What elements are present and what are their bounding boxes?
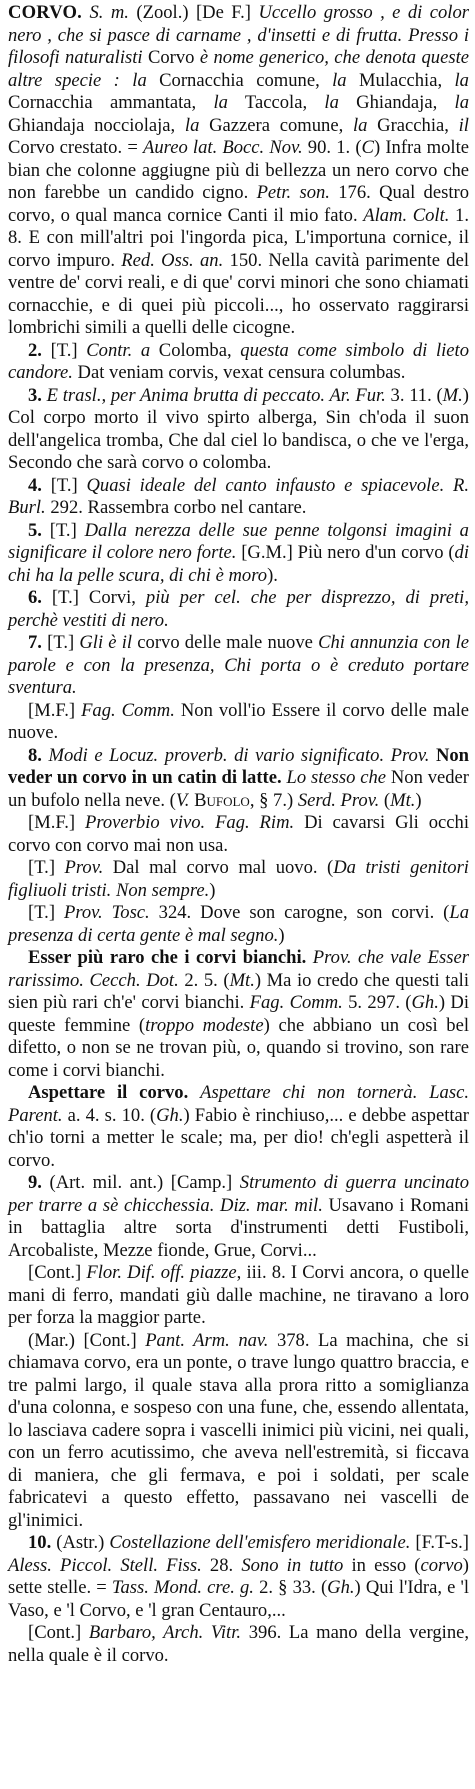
italic-text: la — [213, 92, 228, 113]
text-run: [G.M.] Più nero d'un corvo ( — [236, 542, 455, 563]
italic-text: Petr. son. — [256, 182, 330, 203]
text-run: Dat veniam corvis, vexat censura columbas. — [72, 362, 406, 383]
italic-text: Gli è il — [79, 632, 133, 653]
italic-text: corvo — [420, 1554, 463, 1576]
text-run: , § 7.) — [249, 789, 298, 811]
entry-paragraph — [8, 1262, 469, 1330]
bold-text: Non veder un corvo in un catin di latte. — [8, 744, 470, 788]
entry-paragraph — [8, 1172, 469, 1262]
entry-paragraph — [8, 700, 469, 745]
italic-text: Aureo lat. Bocc. Nov. — [143, 137, 303, 158]
text-run: 292. Rassembra corbo nel cantare. — [45, 497, 307, 518]
text-run: in esso ( — [343, 1554, 421, 1576]
text-run: [M.F.] — [28, 699, 82, 721]
text-run: (Art. mil. ant.) [Camp.] — [41, 1172, 240, 1193]
italic-text: Contr. a — [86, 339, 151, 361]
italic-text: Fag. Comm. — [249, 992, 343, 1013]
entry-paragraph — [8, 632, 469, 700]
text-run: Non voll'io Essere il corvo delle male nuove. — [8, 699, 470, 743]
bold-text: Esser più raro che i corvi bianchi. — [28, 947, 307, 968]
text-run: (Zool.) [De F.] — [128, 2, 259, 23]
text-run: Corvo — [142, 47, 200, 68]
text-run: 2. § 33. ( — [253, 1577, 328, 1598]
text-run: ) che abbiano un così bel difetto, o non se ne trovan più, o, quando si trovino, son rare come i corvi bianchi. — [8, 1014, 470, 1081]
italic-text: Sono in tutto — [241, 1554, 344, 1576]
italic-text: Prov. Tosc. — [63, 902, 150, 923]
bold-text: 6. — [28, 587, 42, 608]
text-run: 3. 11. ( — [385, 384, 443, 406]
text-run: ). — [267, 564, 278, 586]
italic-text: Lo stesso che — [286, 767, 387, 788]
italic-text: troppo modeste — [145, 1014, 264, 1036]
italic-text: Alam. Colt. — [363, 204, 450, 226]
entry-paragraph — [8, 385, 469, 475]
italic-text: di chi ha la pelle scura, di chi è moro — [8, 542, 469, 586]
italic-text: questa come simbolo di lieto candore. — [8, 339, 469, 383]
text-run: (Mar.) [Cont.] — [28, 1329, 146, 1351]
text-run: 5. 297. ( — [342, 992, 412, 1013]
italic-text: Flor. Dif. off. piazze — [86, 1262, 237, 1283]
text-run: [T.] — [41, 474, 87, 496]
italic-text: Mt. — [390, 789, 416, 811]
italic-text: è nome generico, che denota queste altre specie : la — [8, 47, 469, 91]
text-run: ) Di queste femmine ( — [8, 992, 470, 1036]
italic-text: Tass. Mond. cre. g. — [111, 1577, 254, 1598]
text-run: a. 4. s. 10. ( — [62, 1104, 157, 1126]
italic-text: E trasl., per Anima brutta di peccato. Ar. Fur. — [46, 384, 386, 406]
bold-text: 9. — [28, 1172, 42, 1193]
italic-text: M. — [442, 384, 463, 406]
text-run: Gazzera comune, — [199, 114, 353, 136]
italic-text: Fag. Comm. — [81, 699, 175, 721]
italic-text: Gh. — [156, 1104, 184, 1126]
small-caps-text: Bufolo — [189, 789, 250, 811]
text-run: Cornacchia ammantata, — [8, 92, 214, 113]
text-run: [T.] — [41, 632, 80, 653]
italic-text: il — [458, 114, 469, 136]
text-run: corvo delle male nuove — [132, 632, 319, 653]
entry-paragraph — [8, 340, 469, 385]
entry-paragraph — [8, 1082, 469, 1172]
text-run — [188, 1082, 200, 1103]
text-run: ) Ma io credo che questi tali sien più rari ch'e' corvi bianchi. — [8, 969, 470, 1013]
italic-text: Mt. — [229, 969, 255, 991]
italic-text: la — [352, 114, 368, 136]
italic-text: Gh. — [411, 992, 439, 1013]
italic-text: Red. Oss. an. — [121, 249, 224, 271]
italic-text: Serd. Prov. — [297, 789, 380, 811]
italic-text: la — [454, 69, 469, 91]
italic-text: Dalla nerezza delle sue penne tolgonsi imagini a significare il colore nero forte. — [8, 519, 469, 563]
text-run: 1. 8. E con mill'altri poi l'ingorda pica, L'importuna cornice, il corvo impuro. — [8, 204, 469, 271]
text-run: 150. Nella cavità parimente del ventre de' corvi reali, e di que' corvi minori che sono chiamati cornacchie, e di quei più piccoli..., ho osservato raggirarsi lombrichi simili a quelli delle cicogne. — [8, 249, 469, 338]
entry-paragraph — [8, 1532, 469, 1622]
italic-text: Costellazione dell'emisfero meridionale. — [109, 1532, 411, 1553]
italic-text: la — [454, 92, 469, 113]
text-run: 90. 1. ( — [302, 137, 362, 158]
italic-text: la — [324, 92, 339, 113]
entry-paragraph — [8, 1622, 469, 1667]
text-run: 324. Dove son carogne, son corvi. ( — [149, 902, 450, 923]
text-run: ) Infra molte bian che colonne aggiugne più di bellezza un nero corvo che non farebbe un candido cigno. — [8, 137, 469, 203]
italic-text: C — [361, 137, 374, 158]
text-run: ) Fabio è rinchiuso,... e debbe aspettar ch'io torni a metter le scale; ma, per dio! ch'egli aspetterà il corvo. — [8, 1104, 469, 1171]
italic-text: Uccello grosso , e di color nero , che si pasce di carname , d'insetti e di frutta. Presso i filosofi naturalisti — [8, 2, 470, 68]
text-run: ) sette stelle. = — [8, 1554, 469, 1598]
text-run: [Cont.] — [28, 1622, 89, 1643]
entry-paragraph — [8, 812, 469, 857]
bold-text: 2. — [28, 339, 42, 361]
italic-text: Modi e Locuz. proverb. di vario significato. Prov. — [48, 744, 430, 766]
italic-text: V. — [175, 789, 190, 811]
text-run: Ghiandaja, — [338, 92, 455, 113]
text-run: 176. Qual destro corvo, o qual manca cornice Canti il mio fato. — [8, 182, 469, 226]
text-run: 28. — [201, 1554, 242, 1576]
text-run: Mulacchia, — [346, 69, 455, 91]
text-run: 378. La machina, che si chiamava corvo, era un ponte, o trave lungo quattro braccia, e tre palmi largo, il quale stava alla prora ritto a somiglianza d'una colonna, e sospeso con una fune, che, essendo allentata, lo lasciava cadere sopra i vascelli inimici più vicini, nei quali, con un ferro acutissimo, che aveva nell'estremità, si ficcava di maniera, che gli fermava, e poi i soldati, per scale fabricatevi a questo effetto, passavano nei vascelli de gl'inimici. — [8, 1329, 469, 1531]
italic-text: Barbaro, Arch. Vitr. — [88, 1622, 242, 1643]
text-run: Corvo crestato. = — [8, 137, 143, 158]
text-run: Taccola, — [227, 92, 325, 113]
text-run: Gracchia, — [367, 114, 459, 136]
italic-text: Aspettare chi non tornerà. Lasc. Parent. — [8, 1082, 469, 1126]
bold-text: 5. — [28, 519, 42, 541]
entry-paragraph — [8, 1330, 469, 1533]
text-run: (Astr.) — [51, 1532, 110, 1553]
entry-paragraph — [8, 475, 469, 520]
text-run: Usavano i Romani in battaglia altre sorta d'instrumenti detti Fustiboli, Arcobaliste, Mezze fionde, Grue, Corvi... — [8, 1194, 469, 1261]
text-run: Colomba, — [150, 339, 241, 361]
text-run: [T.] — [41, 519, 85, 541]
text-run: [M.F.] — [28, 812, 85, 833]
text-run: [T.] Corvi, — [41, 587, 146, 608]
entry-paragraph — [8, 2, 469, 340]
italic-text: Prov. che vale Esser rarissimo. Cecch. Dot. — [8, 947, 469, 991]
text-run: [T.] — [41, 339, 87, 361]
text-run: Di cavarsi Gli occhi corvo con corvo mai non usa. — [8, 812, 470, 856]
bold-text: 8. — [28, 744, 42, 766]
italic-text: Chi annunzia con le parole e con la presenza, Chi porta o è creduto portare sventura. — [8, 632, 469, 698]
text-run: [F.T-s.] — [410, 1532, 470, 1553]
entry-paragraph — [8, 745, 469, 813]
italic-text: Quasi ideale del canto infausto e spiacevole. R. Burl. — [8, 474, 470, 518]
text-run: ) — [278, 924, 285, 946]
text-run: 2. 5. ( — [178, 969, 230, 991]
text-run: ) — [415, 789, 422, 811]
text-run: , iii. 8. I Corvi ancora, o quelle mani di ferro, mandati giù dalle machine, ne tiravano a loro per forza la maggior parte. — [8, 1262, 469, 1328]
text-run: Non veder un bufolo nella neve. ( — [8, 767, 469, 811]
entry-paragraph — [8, 587, 469, 632]
entry-paragraph — [8, 857, 469, 902]
text-run: Ghiandaja nocciolaja, — [8, 114, 185, 136]
text-run: 396. La mano della vergine, nella quale è il corvo. — [8, 1622, 470, 1666]
italic-text: la — [332, 69, 347, 91]
italic-text: Pant. Arm. nav. — [145, 1329, 269, 1351]
bold-text: 10. — [28, 1532, 52, 1553]
text-run: [T.] — [28, 857, 65, 878]
italic-text: Strumento di guerra uncinato per trarre a sè chicchessia. Diz. mar. mil. — [8, 1172, 469, 1216]
text-run: ) Col corpo morto il vivo spirto alberga, Sin ch'oda il suon dell'angelica tromba, Che dal ciel lo bandisca, o che ve l'erga, Secondo che sarà corvo o colomba. — [8, 384, 469, 473]
text-run: Dal mal corvo mal uovo. ( — [103, 857, 334, 878]
entry-paragraph — [8, 520, 469, 588]
bold-text: 4. — [28, 474, 42, 496]
text-run: ) Qui l'Idra, e 'l Vaso, e 'l Corvo, e 'l gran Centauro,... — [8, 1577, 469, 1621]
entry-paragraph — [8, 947, 469, 1082]
bold-text: 7. — [28, 632, 42, 653]
italic-text: la — [184, 114, 200, 136]
italic-text: Gh. — [327, 1577, 355, 1598]
italic-text: Da tristi genitori figliuoli tristi. Non sempre. — [8, 857, 469, 901]
italic-text: S. m. — [89, 2, 129, 23]
entry-paragraph — [8, 902, 469, 947]
text-run: Cornacchia comune, — [146, 69, 333, 91]
text-run: ( — [379, 789, 391, 811]
italic-text: Aless. Piccol. Stell. Fiss. — [8, 1554, 202, 1576]
italic-text: più per cel. che per disprezzo, di preti, perchè vestiti di nero. — [8, 587, 469, 631]
text-run: [Cont.] — [28, 1262, 87, 1283]
italic-text: Proverbio vivo. Fag. Rim. — [84, 812, 295, 833]
text-run: [T.] — [28, 902, 64, 923]
bold-text: Aspettare il corvo. — [28, 1082, 189, 1103]
italic-text: Prov. — [64, 857, 104, 878]
headword: CORVO. — [8, 2, 83, 23]
italic-text: La presenza di certa gente è mal segno. — [8, 902, 470, 946]
bold-text: 3. — [28, 384, 42, 406]
text-run: ) — [209, 879, 216, 901]
